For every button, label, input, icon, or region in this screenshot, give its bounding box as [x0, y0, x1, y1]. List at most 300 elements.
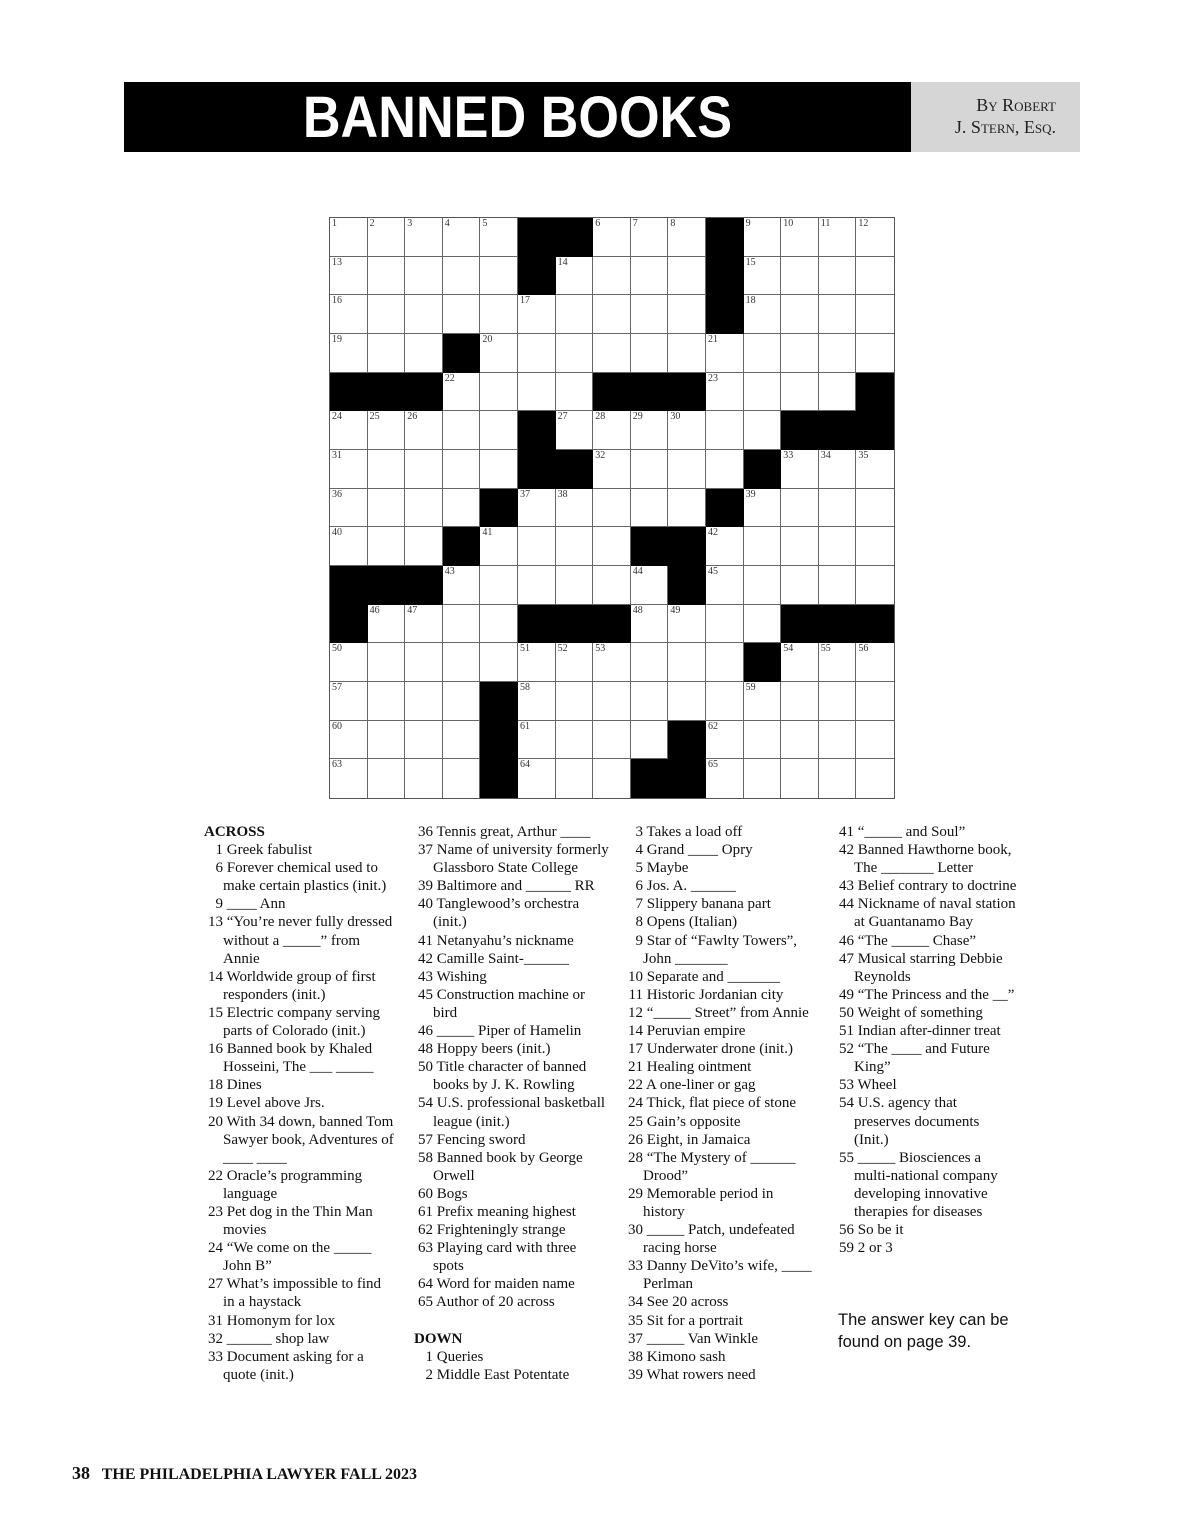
clue-text: Homonym for lox: [226, 1312, 336, 1329]
grid-cell[interactable]: [518, 759, 556, 798]
grid-cell[interactable]: [668, 489, 706, 528]
clue-text: Danny DeVito’s wife, ____ Perlman: [643, 1258, 812, 1293]
grid-cell[interactable]: [330, 295, 368, 334]
grid-cell-black: [556, 218, 594, 257]
publication-name: THE PHILADELPHIA LAWYER FALL 2023: [101, 1466, 418, 1483]
grid-cell-number: 30: [670, 411, 681, 423]
clue-text: Level above Jrs.: [226, 1095, 325, 1112]
grid-cell[interactable]: [593, 527, 631, 566]
clue-number: 42: [418, 950, 433, 967]
grid-cell[interactable]: [330, 527, 368, 566]
grid-cell-black: [556, 605, 594, 644]
grid-cell[interactable]: [518, 721, 556, 760]
grid-cell[interactable]: [706, 373, 744, 412]
clue-number: 63: [418, 1240, 433, 1257]
grid-cell[interactable]: [631, 721, 669, 760]
grid-cell[interactable]: [668, 295, 706, 334]
grid-cell[interactable]: [856, 643, 894, 682]
grid-cell[interactable]: [856, 682, 894, 721]
grid-cell[interactable]: [480, 643, 518, 682]
grid-cell[interactable]: [593, 334, 631, 373]
grid-cell[interactable]: [668, 450, 706, 489]
grid-cell[interactable]: [480, 566, 518, 605]
grid-cell[interactable]: [556, 721, 594, 760]
grid-cell[interactable]: [368, 411, 406, 450]
grid-cell[interactable]: [781, 218, 819, 257]
grid-cell[interactable]: [819, 257, 857, 296]
clue-text: “The Mystery of ______ Drood”: [643, 1149, 796, 1184]
grid-cell[interactable]: [781, 682, 819, 721]
clue-item: [624, 841, 814, 859]
grid-cell[interactable]: [593, 450, 631, 489]
grid-cell[interactable]: [405, 450, 443, 489]
grid-cell[interactable]: [856, 759, 894, 798]
grid-cell[interactable]: [668, 257, 706, 296]
clue-item: [204, 1094, 394, 1112]
clue-number: 39: [628, 1366, 643, 1383]
grid-cell[interactable]: [518, 373, 556, 412]
clue-text: Document asking for a quote (init.): [223, 1348, 364, 1383]
grid-cell[interactable]: [518, 334, 556, 373]
grid-cell[interactable]: [631, 295, 669, 334]
grid-cell[interactable]: [368, 527, 406, 566]
grid-cell-black: [819, 605, 857, 644]
clue-text: Weight of something: [857, 1004, 983, 1021]
clue-item: [624, 1348, 814, 1366]
grid-cell[interactable]: [819, 566, 857, 605]
grid-cell[interactable]: [856, 295, 894, 334]
grid-cell[interactable]: [668, 218, 706, 257]
clue-number: 22: [628, 1077, 643, 1094]
grid-cell[interactable]: [443, 566, 481, 605]
grid-cell-black: [480, 759, 518, 798]
clue-text: Maybe: [646, 860, 689, 877]
grid-cell-black: [706, 295, 744, 334]
grid-cell[interactable]: [744, 411, 782, 450]
grid-cell[interactable]: [819, 450, 857, 489]
clue-item: [624, 895, 814, 913]
grid-cell[interactable]: [330, 682, 368, 721]
grid-cell[interactable]: [368, 489, 406, 528]
clue-number: 36: [418, 824, 433, 840]
grid-cell[interactable]: [368, 643, 406, 682]
grid-cell[interactable]: [368, 334, 406, 373]
grid-cell[interactable]: [593, 295, 631, 334]
grid-cell-number: 31: [332, 450, 342, 461]
grid-cell[interactable]: [368, 682, 406, 721]
clue-item: [624, 877, 814, 895]
grid-cell[interactable]: [593, 411, 631, 450]
grid-cell[interactable]: [631, 605, 669, 644]
grid-cell[interactable]: [593, 489, 631, 528]
clue-number: 44: [839, 896, 854, 913]
grid-cell[interactable]: [744, 566, 782, 605]
grid-cell[interactable]: [480, 450, 518, 489]
grid-cell[interactable]: [819, 373, 857, 412]
clue-item: [835, 823, 1017, 841]
grid-cell-black: [856, 411, 894, 450]
grid-cell[interactable]: [631, 643, 669, 682]
grid-cell[interactable]: [781, 257, 819, 296]
grid-cell[interactable]: [368, 759, 406, 798]
grid-cell[interactable]: [819, 489, 857, 528]
grid-cell[interactable]: [368, 295, 406, 334]
clue-number: 43: [418, 968, 433, 985]
grid-cell[interactable]: [744, 373, 782, 412]
clue-item: [624, 1312, 814, 1330]
grid-cell-number: 50: [332, 643, 342, 655]
grid-cell[interactable]: [556, 334, 594, 373]
clue-number: 17: [628, 1041, 643, 1058]
grid-cell[interactable]: [330, 257, 368, 296]
grid-cell[interactable]: [405, 605, 443, 644]
clue-number: 54: [418, 1095, 433, 1112]
clue-item: [414, 1275, 609, 1293]
clue-number: 11: [628, 986, 643, 1003]
grid-cell[interactable]: [668, 334, 706, 373]
grid-cell[interactable]: [781, 721, 819, 760]
clue-text: Belief contrary to doctrine: [857, 878, 1017, 895]
grid-cell[interactable]: [518, 643, 556, 682]
grid-cell[interactable]: [405, 218, 443, 257]
grid-cell[interactable]: [443, 759, 481, 798]
clue-item: [414, 1022, 609, 1040]
grid-cell[interactable]: [781, 450, 819, 489]
grid-cell-number: 33: [783, 450, 794, 461]
clue-text: Grand ____ Opry: [646, 842, 753, 859]
grid-cell[interactable]: [443, 489, 481, 528]
grid-cell[interactable]: [480, 527, 518, 566]
clue-item: [624, 1094, 814, 1112]
grid-cell[interactable]: [856, 489, 894, 528]
grid-cell-number: 45: [707, 566, 718, 577]
grid-cell[interactable]: [405, 721, 443, 760]
clue-number: 10: [628, 968, 643, 985]
grid-cell[interactable]: [593, 643, 631, 682]
clue-text: Banned book by George Orwell: [433, 1149, 583, 1184]
clue-item: [835, 950, 1017, 986]
grid-cell-number: 61: [519, 720, 530, 732]
clue-item: [624, 1257, 814, 1293]
grid-cell[interactable]: [480, 257, 518, 296]
grid-cell[interactable]: [518, 295, 556, 334]
clue-column-2: [414, 823, 609, 1384]
clue-number: 58: [418, 1149, 433, 1166]
grid-cell[interactable]: [781, 295, 819, 334]
clue-number: 24: [208, 1240, 223, 1257]
grid-cell[interactable]: [330, 759, 368, 798]
grid-cell[interactable]: [631, 257, 669, 296]
grid-cell-black: [593, 373, 631, 412]
grid-cell[interactable]: [405, 759, 443, 798]
grid-cell[interactable]: [856, 218, 894, 257]
grid-cell[interactable]: [443, 682, 481, 721]
clue-number: 15: [208, 1004, 223, 1021]
clue-item: [414, 950, 609, 968]
clue-item: [835, 1022, 1017, 1040]
grid-cell[interactable]: [744, 721, 782, 760]
grid-cell[interactable]: [631, 450, 669, 489]
grid-cell[interactable]: [556, 373, 594, 412]
grid-cell[interactable]: [330, 643, 368, 682]
grid-cell[interactable]: [781, 527, 819, 566]
grid-cell[interactable]: [405, 411, 443, 450]
grid-cell-black: [668, 721, 706, 760]
grid-cell[interactable]: [330, 218, 368, 257]
grid-cell[interactable]: [443, 373, 481, 412]
grid-cell[interactable]: [819, 682, 857, 721]
grid-cell-black: [518, 605, 556, 644]
grid-cell[interactable]: [744, 334, 782, 373]
grid-cell[interactable]: [706, 643, 744, 682]
grid-cell[interactable]: [443, 721, 481, 760]
grid-cell[interactable]: [443, 411, 481, 450]
grid-cell[interactable]: [330, 489, 368, 528]
grid-cell[interactable]: [443, 643, 481, 682]
grid-cell[interactable]: [706, 721, 744, 760]
grid-cell[interactable]: [518, 489, 556, 528]
grid-cell-black: [706, 218, 744, 257]
clue-text: See 20 across: [646, 1294, 729, 1311]
grid-cell[interactable]: [443, 450, 481, 489]
clue-number: 31: [208, 1312, 223, 1329]
grid-cell[interactable]: [518, 566, 556, 605]
grid-cell[interactable]: [405, 527, 443, 566]
clue-item: [624, 1022, 814, 1040]
clue-item: [835, 986, 1017, 1004]
grid-cell[interactable]: [631, 566, 669, 605]
grid-cell-number: 23: [707, 372, 718, 384]
grid-cell-number: 42: [707, 527, 718, 539]
grid-cell[interactable]: [443, 257, 481, 296]
clue-text: Worldwide group of first responders (init.): [223, 968, 376, 1003]
grid-cell-black: [631, 527, 669, 566]
grid-cell[interactable]: [556, 489, 594, 528]
clue-text: Frighteningly strange: [436, 1222, 566, 1239]
grid-cell-number: 3: [407, 218, 413, 229]
grid-cell[interactable]: [856, 566, 894, 605]
grid-cell-black: [518, 411, 556, 450]
clue-number: 39: [418, 878, 433, 895]
grid-cell[interactable]: [744, 218, 782, 257]
clue-number: 24: [628, 1095, 643, 1112]
grid-cell[interactable]: [593, 257, 631, 296]
grid-cell[interactable]: [631, 411, 669, 450]
grid-cell[interactable]: [593, 682, 631, 721]
grid-cell[interactable]: [368, 721, 406, 760]
grid-cell[interactable]: [631, 218, 669, 257]
grid-cell[interactable]: [405, 682, 443, 721]
clue-number: 23: [208, 1203, 223, 1220]
grid-cell[interactable]: [556, 257, 594, 296]
clue-number: 38: [628, 1348, 643, 1365]
grid-cell[interactable]: [668, 605, 706, 644]
grid-cell[interactable]: [856, 527, 894, 566]
grid-cell[interactable]: [856, 721, 894, 760]
clue-item: [624, 913, 814, 931]
grid-cell[interactable]: [556, 566, 594, 605]
grid-cell[interactable]: [706, 411, 744, 450]
grid-cell[interactable]: [744, 527, 782, 566]
clue-number: 26: [628, 1131, 643, 1148]
grid-cell-number: 28: [595, 411, 606, 423]
grid-cell[interactable]: [593, 566, 631, 605]
grid-cell[interactable]: [593, 218, 631, 257]
grid-cell-black: [631, 759, 669, 798]
clue-text: Baltimore and ______ RR: [436, 878, 595, 895]
grid-cell[interactable]: [781, 334, 819, 373]
grid-cell[interactable]: [405, 257, 443, 296]
clue-text: Title character of banned books by J. K. Rowling: [433, 1059, 587, 1094]
clue-text: _____ Biosciences a multi-national company developing innovative therapies for diseases: [854, 1149, 998, 1220]
clue-text: Name of university formerly Glassboro State College: [433, 842, 609, 877]
clue-item: [414, 1058, 609, 1094]
grid-cell[interactable]: [330, 411, 368, 450]
grid-cell[interactable]: [781, 373, 819, 412]
clue-text: Construction machine or bird: [433, 986, 586, 1021]
grid-cell[interactable]: [706, 605, 744, 644]
grid-cell[interactable]: [819, 527, 857, 566]
clue-text: Forever chemical used to make certain plastics (init.): [223, 860, 387, 895]
grid-cell-black: [706, 257, 744, 296]
grid-cell[interactable]: [744, 257, 782, 296]
grid-cell[interactable]: [556, 759, 594, 798]
grid-cell[interactable]: [330, 450, 368, 489]
grid-cell[interactable]: [480, 334, 518, 373]
grid-cell[interactable]: [405, 295, 443, 334]
clue-number: 30: [628, 1222, 643, 1239]
grid-cell-number: 25: [369, 411, 380, 423]
grid-cell-black: [668, 373, 706, 412]
clue-number: 18: [208, 1077, 223, 1094]
grid-cell-number: 64: [519, 759, 530, 771]
grid-cell[interactable]: [706, 450, 744, 489]
grid-cell[interactable]: [856, 450, 894, 489]
clue-item: [414, 841, 609, 877]
grid-cell[interactable]: [819, 218, 857, 257]
grid-cell[interactable]: [668, 643, 706, 682]
grid-cell[interactable]: [856, 257, 894, 296]
clue-text: ____ Ann: [226, 896, 286, 913]
grid-cell[interactable]: [856, 334, 894, 373]
grid-cell[interactable]: [781, 643, 819, 682]
grid-cell[interactable]: [518, 527, 556, 566]
clue-number: 35: [628, 1312, 643, 1329]
grid-cell-number: 40: [332, 527, 342, 539]
clue-number: 60: [418, 1185, 433, 1202]
clue-item: [835, 1076, 1017, 1094]
grid-cell[interactable]: [744, 759, 782, 798]
clue-number: 16: [208, 1041, 223, 1058]
grid-cell[interactable]: [480, 295, 518, 334]
grid-cell[interactable]: [480, 218, 518, 257]
grid-cell-black: [405, 566, 443, 605]
clue-column-4: [835, 823, 1017, 1257]
grid-cell[interactable]: [706, 527, 744, 566]
grid-cell[interactable]: [706, 759, 744, 798]
grid-cell-number: 60: [332, 720, 342, 732]
clue-item: [204, 859, 394, 895]
grid-cell[interactable]: [819, 643, 857, 682]
clue-text: Pet dog in the Thin Man movies: [223, 1203, 373, 1239]
grid-cell[interactable]: [518, 682, 556, 721]
page-number: 38: [72, 1463, 90, 1483]
grid-cell[interactable]: [706, 334, 744, 373]
grid-cell[interactable]: [631, 334, 669, 373]
clue-number: 14: [208, 968, 223, 985]
grid-cell[interactable]: [556, 295, 594, 334]
clue-item: [624, 1076, 814, 1094]
grid-cell[interactable]: [368, 257, 406, 296]
grid-cell[interactable]: [631, 682, 669, 721]
grid-cell[interactable]: [330, 721, 368, 760]
clue-item: [414, 1094, 609, 1130]
grid-cell[interactable]: [405, 489, 443, 528]
grid-cell[interactable]: [593, 759, 631, 798]
grid-cell[interactable]: [631, 489, 669, 528]
grid-cell[interactable]: [744, 682, 782, 721]
grid-cell[interactable]: [668, 682, 706, 721]
clue-number: 56: [839, 1222, 854, 1239]
grid-cell[interactable]: [744, 605, 782, 644]
grid-cell[interactable]: [443, 218, 481, 257]
grid-cell[interactable]: [819, 759, 857, 798]
grid-cell-black: [480, 721, 518, 760]
clue-item: [204, 1239, 394, 1275]
grid-cell-number: 10: [783, 218, 794, 229]
clue-number: 65: [418, 1294, 433, 1311]
grid-cell[interactable]: [819, 721, 857, 760]
grid-cell[interactable]: [405, 643, 443, 682]
grid-cell[interactable]: [480, 373, 518, 412]
grid-cell[interactable]: [781, 759, 819, 798]
grid-cell[interactable]: [744, 489, 782, 528]
grid-cell[interactable]: [480, 411, 518, 450]
grid-cell[interactable]: [668, 411, 706, 450]
grid-cell[interactable]: [330, 334, 368, 373]
grid-cell[interactable]: [819, 295, 857, 334]
grid-cell[interactable]: [480, 605, 518, 644]
grid-cell[interactable]: [405, 334, 443, 373]
grid-cell[interactable]: [781, 566, 819, 605]
grid-cell-number: 8: [670, 218, 676, 229]
clue-item: [414, 1185, 609, 1203]
grid-cell-black: [330, 605, 368, 644]
grid-cell[interactable]: [556, 411, 594, 450]
clue-number: 22: [208, 1167, 223, 1184]
clue-text: “The Princess and the __”: [857, 986, 1015, 1003]
grid-cell[interactable]: [744, 295, 782, 334]
grid-cell[interactable]: [706, 566, 744, 605]
grid-cell[interactable]: [706, 682, 744, 721]
grid-cell[interactable]: [443, 605, 481, 644]
grid-cell[interactable]: [443, 295, 481, 334]
grid-cell[interactable]: [368, 605, 406, 644]
clue-text: A one-liner or gag: [645, 1077, 756, 1094]
grid-cell[interactable]: [368, 450, 406, 489]
clue-item: [204, 968, 394, 1004]
grid-cell[interactable]: [368, 218, 406, 257]
grid-cell[interactable]: [593, 721, 631, 760]
clue-text: _____ Patch, undefeated racing horse: [643, 1222, 795, 1257]
grid-cell-number: 56: [858, 643, 869, 655]
grid-cell[interactable]: [781, 489, 819, 528]
grid-cell[interactable]: [556, 527, 594, 566]
grid-cell[interactable]: [556, 682, 594, 721]
grid-cell[interactable]: [556, 643, 594, 682]
title-banner: [124, 82, 911, 152]
grid-cell[interactable]: [819, 334, 857, 373]
